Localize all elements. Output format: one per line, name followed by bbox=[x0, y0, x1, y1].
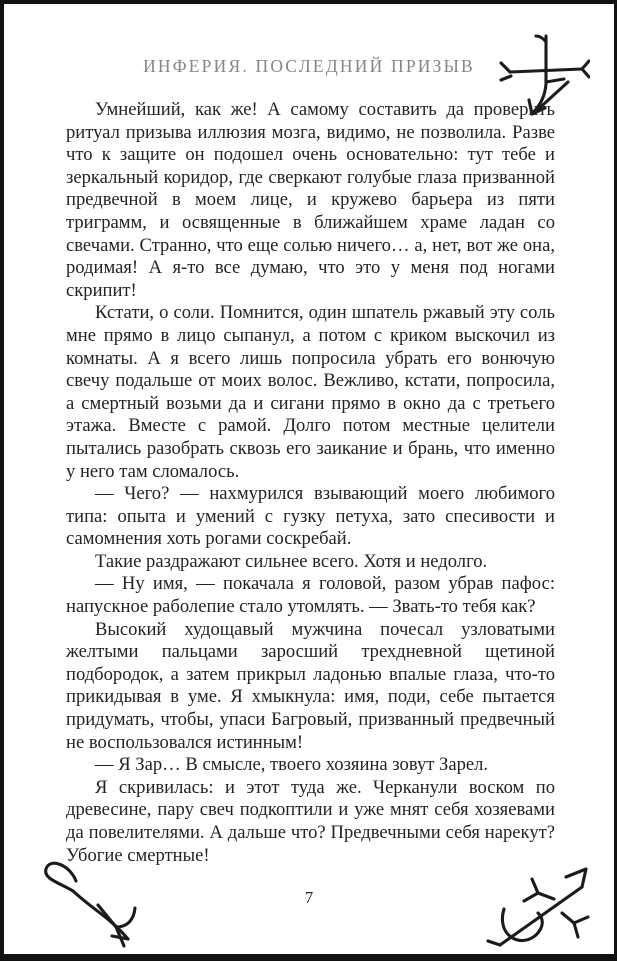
paragraph: — Ну имя, — покачала я головой, разом убрав пафос: напускное раболепие стало утомлять. — Звать-то тебя как? bbox=[66, 573, 555, 618]
rune-sigil-bottom-right-icon bbox=[478, 857, 602, 953]
body-text bbox=[66, 99, 555, 867]
paragraph: Высокий худощавый мужчина почесал узловатыми желтыми пальцами заросший трехдневной щетиной подбородок, а затем прикрыл ладонью впалые глаза, что-то прикидывая в уме. Я хмыкнула: имя, поди, себе пытается придумать, чтобы, упаси Багровый, призванный предвечный не воспользовался истинным! bbox=[66, 618, 555, 753]
running-title: ИНФЕРИЯ. ПОСЛЕДНИЙ ПРИЗЫВ bbox=[143, 56, 475, 76]
paragraph: Умнейший, как же! А самому составить да проверить ритуал призыва иллюзия мозга, видимо, не позволила. Разве что к защите он подошел очень основательно: тут тебе и зеркальный коридор, где сверкают голубые глаза призванной предвечной в моем лице, и кружево барьера из пяти триграмм, и освященные в ближайшем храме ладан со свечами. Странно, что еще солью ничего… а, нет, вот же она, родимая! А я-то все думаю, что это у меня под ногами скрипит! bbox=[66, 99, 555, 301]
paragraph: Кстати, о соли. Помнится, один шпатель ржавый эту соль мне прямо в лицо сыпанул, а потом с криком выскочил из комнаты. А я всего лишь попросила убрать его вонючую свечу подальше от моих волос. Вежливо, кстати, попросила, а смертный возьми да и сигани прямо в окно да с третьего этажа. Вместе с рамой. Долго потом местные целители пытались разобрать сквозь его заикание и брань, что именно у него там сломалось. bbox=[66, 302, 555, 482]
paragraph: Я скривилась: и этот туда же. Черканули воском по древесине, пару свеч подкоптили и уже мнят себя хозяевами да повелителями. А дальше что? Предвечными себя нарекут? Убогие смертные! bbox=[66, 776, 555, 866]
paragraph: — Я Зар… В смысле, твоего хозяина зовут Зарел. bbox=[95, 754, 489, 776]
paragraph: — Чего? — нахмурился взывающий моего любимого типа: опыта и умений с гузку петуха, зато спесивости и самомнения хоть рогами соскребай. bbox=[66, 483, 555, 550]
paragraph: Такие раздражают сильнее всего. Хотя и недолго. bbox=[95, 550, 488, 572]
page-number: 7 bbox=[304, 888, 314, 907]
rune-sigil-bottom-left-icon bbox=[40, 853, 148, 949]
